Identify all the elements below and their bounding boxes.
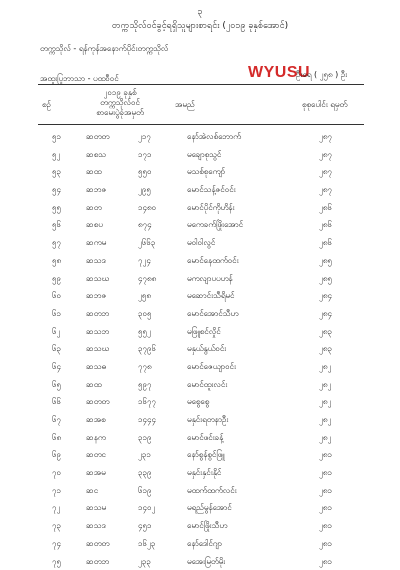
row-roll-prefix: ဆသဒ	[86, 255, 106, 267]
row-roll-number: ၁၆၇၇	[138, 396, 156, 408]
row-total: ၂၈၁	[319, 502, 332, 514]
row-roll-number: ၄၅၁	[138, 520, 152, 532]
row-total: ၂၈၂	[319, 379, 331, 391]
row-total: ၂၈၇	[319, 166, 332, 178]
row-roll-prefix: ဆသဓ	[86, 361, 106, 373]
table-row	[0, 270, 400, 288]
row-name: နော်စွန်စွင်ဖြူ	[187, 449, 225, 461]
table-row	[0, 181, 400, 199]
row-name: မောင်ထူးလင်း	[187, 379, 227, 391]
row-name: မောင်ဇေယျာဝင်း	[187, 361, 236, 373]
row-number: ၅၅	[52, 202, 61, 214]
row-roll-prefix: ဆအစ	[86, 414, 106, 426]
row-number: ၆၀	[52, 290, 61, 302]
row-number: ၆၁	[52, 308, 61, 320]
table-row	[0, 393, 400, 411]
row-name: နော်အဲလစ်ဘောက်	[187, 131, 241, 143]
row-roll-prefix: ဆစပ	[86, 219, 103, 231]
page-number: ၃	[0, 6, 400, 19]
row-total: ၂၈၂	[319, 432, 331, 444]
row-roll-number: ၂၁၇	[138, 131, 151, 143]
row-number: ၆၈	[52, 432, 61, 444]
row-number: ၅၈	[52, 255, 61, 267]
table-row	[0, 517, 400, 535]
row-roll-number: ၃၁၉	[138, 432, 152, 444]
table-row	[0, 411, 400, 429]
row-roll-prefix: ဆဘဇ	[86, 290, 106, 302]
wyusu-logo: WYUSU	[248, 64, 310, 82]
university-line: တက္ကသိုလ် - ရန်ကုန်အနောက်ပိုင်းတက္ကသိုလ်	[40, 43, 168, 55]
headcount-label: ဦးရေ ( ၂၅၈ ) ဦး	[296, 69, 347, 81]
table-row	[0, 482, 400, 500]
row-name: မောင်အောင်သီဟ	[187, 308, 238, 320]
row-total: ၂၈၃	[319, 326, 332, 338]
row-name: မဆောင်းသီရိမင်	[187, 290, 234, 302]
row-name: မောင်သန့်ဇင်ဝင်း	[187, 184, 236, 196]
row-roll-prefix: ဆနက	[86, 432, 106, 444]
table-row	[0, 464, 400, 482]
table-row	[0, 163, 400, 181]
row-roll-prefix: ဆသဃ	[86, 343, 109, 355]
row-roll-number: ၁၄၄၄	[138, 414, 156, 426]
table-row	[0, 305, 400, 323]
row-total: ၂၈၁	[319, 520, 332, 532]
row-number: ၇၀	[52, 467, 61, 479]
row-total: ၂၈၁	[319, 467, 332, 479]
row-total: ၂၈၂	[319, 361, 331, 373]
row-name: မဖြူစင်လှိုင်	[187, 326, 221, 338]
table-top-border	[38, 84, 364, 85]
major-line: အထူးပြုဘာသာ - ပထဝီဝင်	[40, 73, 119, 85]
row-name: မထက်ထက်လင်း	[187, 485, 237, 497]
row-roll-number: ၈၇၄	[138, 219, 152, 231]
document-title: တက္ကသိုလ်ဝင်ခွင့်ရရှိသူများစာရင်း (၂၀၁၉ ခုနှစ်အောင်)	[0, 20, 400, 33]
row-roll-prefix: ဆအမ	[86, 467, 106, 479]
row-name: မနှင်းရတနာဦး	[187, 414, 228, 426]
row-name: မချောစုသွင်	[187, 149, 221, 161]
row-number: ၆၂	[52, 326, 60, 338]
row-name: မကေခက်ဖြိုးအောင်	[187, 219, 243, 231]
row-roll-prefix: ဆသဃ	[86, 273, 109, 285]
row-roll-prefix: ဆကမ	[86, 237, 106, 249]
row-roll-prefix: ဆတတ	[86, 396, 109, 408]
row-number: ၆၄	[52, 361, 61, 373]
row-number: ၇၂	[52, 502, 60, 514]
row-roll-number: ၂၃၁	[138, 449, 151, 461]
row-roll-number: ၂၆၆၃	[138, 237, 155, 249]
row-total: ၂၈၄	[319, 308, 332, 320]
row-roll-number: ၁၆၂၃	[138, 538, 155, 550]
row-number: ၅၁	[52, 131, 61, 143]
row-roll-number: ၅၅၀	[138, 166, 152, 178]
table-row	[0, 535, 400, 553]
row-roll-prefix: ဆစသ	[86, 149, 106, 161]
table-row	[0, 376, 400, 394]
row-name: နော်ဒေါင်ဂျာ	[187, 538, 222, 550]
row-total: ၂၈၇	[319, 184, 332, 196]
row-number: ၆၅	[52, 379, 61, 391]
table-row	[0, 128, 400, 146]
col-header-roll-l1: ၂၀၁၉ ခုနှစ်	[90, 88, 150, 98]
row-number: ၇၄	[52, 538, 61, 550]
row-roll-number: ၁၄၈၀	[138, 202, 156, 214]
table-header-border	[38, 124, 364, 125]
row-roll-number: ၂၅၈	[138, 290, 151, 302]
col-header-roll-l3: စာမေးပွဲခုံအမှတ်	[90, 108, 150, 118]
row-roll-number: ၆၁၉	[138, 485, 152, 497]
row-roll-number: ၃၀၅	[138, 308, 152, 320]
table-row	[0, 252, 400, 270]
row-roll-number: ၄၇၈၈	[138, 273, 156, 285]
col-header-roll	[90, 88, 150, 118]
row-roll-number: ၇၇၈	[138, 361, 152, 373]
row-roll-prefix: ဆတတ	[86, 538, 109, 550]
row-number: ၅၄	[52, 184, 61, 196]
row-total: ၂၈၆	[319, 237, 332, 249]
col-header-roll-l2: တက္ကသိုလ်ဝင်	[90, 98, 150, 108]
table-row	[0, 216, 400, 234]
row-number: ၇၃	[52, 520, 61, 532]
row-name: မအေးမြတ်မိုး	[187, 556, 225, 568]
row-number: ၅၂	[52, 149, 60, 161]
row-roll-number: ၅၅၂	[138, 326, 151, 338]
table-row	[0, 234, 400, 252]
row-name: မောင်နေထက်ဝင်း	[187, 255, 239, 267]
row-name: မောင်ဖြိုးသီဟ	[187, 520, 227, 532]
row-number: ၅၆	[52, 219, 61, 231]
results-table-body	[0, 128, 400, 570]
row-number: ၅၃	[52, 166, 61, 178]
row-roll-prefix: ဆတဘ	[86, 556, 109, 568]
row-number: ၆၆	[52, 396, 61, 408]
row-name: မနှင်းနှင်းနိုင်	[187, 467, 221, 479]
table-row	[0, 358, 400, 376]
row-name: မကလျာပပဟန်	[187, 273, 233, 285]
row-name: မရည်မွန်အောင်	[187, 502, 232, 514]
row-roll-number: ၂၉၅	[138, 184, 151, 196]
row-total: ၂၈၁	[319, 449, 332, 461]
col-header-no: စဉ်	[42, 100, 51, 110]
row-roll-number: ၃၃၉	[138, 467, 152, 479]
table-row	[0, 553, 400, 570]
row-total: ၂၈၇	[319, 131, 332, 143]
row-name: မသစ်စုကျော်	[187, 166, 225, 178]
row-roll-prefix: ဆသမ	[86, 502, 106, 514]
col-header-name: အမည်	[175, 100, 195, 110]
row-name: မဝါဝါလွင်	[187, 237, 215, 249]
row-name: မောင်ပိုင်ကိုဟိန်း	[187, 202, 234, 214]
row-roll-prefix: ဆဘဇ	[86, 184, 106, 196]
row-number: ၆၉	[52, 449, 61, 461]
row-roll-prefix: ဆသဘ	[86, 326, 109, 338]
row-total: ၂၈၆	[319, 219, 332, 231]
row-number: ၅၉	[52, 273, 61, 285]
row-total: ၂၈၂	[319, 396, 331, 408]
row-roll-prefix: ဆတင	[86, 449, 106, 461]
row-total: ၂၈၃	[319, 343, 332, 355]
row-roll-prefix: ဆသဒ	[86, 520, 106, 532]
row-roll-prefix: ဆတ	[86, 202, 102, 214]
table-row	[0, 429, 400, 447]
row-total: ၂၈၁	[319, 538, 332, 550]
row-roll-number: ၃၇၉၆	[138, 343, 156, 355]
row-name: မနှယ်နွယ်ဝင်း	[187, 343, 226, 355]
row-name: မစွေစွေ	[187, 396, 209, 408]
col-header-total: စုစုပေါင်း ရမှတ်	[302, 100, 347, 110]
row-name: မောင်ဖင်းခန့်	[187, 432, 223, 444]
row-roll-number: ၁၄၀၂	[138, 502, 155, 514]
table-row	[0, 323, 400, 341]
row-total: ၂၈၅	[319, 255, 332, 267]
row-number: ၇၁	[52, 485, 61, 497]
row-number: ၆၃	[52, 343, 61, 355]
row-total: ၂၈၁	[319, 556, 332, 568]
row-roll-number: ၂၃၃	[138, 556, 151, 568]
row-number: ၅၇	[52, 237, 61, 249]
row-total: ၂၈၄	[319, 290, 332, 302]
row-total: ၂၈၅	[319, 273, 332, 285]
table-row	[0, 287, 400, 305]
row-roll-prefix: ဆထ	[86, 379, 101, 391]
table-row	[0, 146, 400, 164]
row-roll-number: ၅၉၇	[138, 379, 152, 391]
table-row	[0, 340, 400, 358]
row-total: ၂၈၇	[319, 149, 332, 161]
table-row	[0, 199, 400, 217]
row-roll-number: ၁၇၁	[138, 149, 152, 161]
table-row	[0, 446, 400, 464]
row-number: ၆၇	[52, 414, 61, 426]
row-total: ၂၈၆	[319, 202, 332, 214]
row-total: ၂၈၁	[319, 485, 332, 497]
row-number: ၇၅	[52, 556, 61, 568]
row-roll-prefix: ဆင	[86, 485, 98, 497]
row-roll-prefix: ဆတဘ	[86, 308, 109, 320]
row-roll-number: ၇၂၄	[138, 255, 151, 267]
row-total: ၂၈၂	[319, 414, 331, 426]
table-row	[0, 499, 400, 517]
row-roll-prefix: ဆထ	[86, 166, 101, 178]
row-roll-prefix: ဆတတ	[86, 131, 109, 143]
